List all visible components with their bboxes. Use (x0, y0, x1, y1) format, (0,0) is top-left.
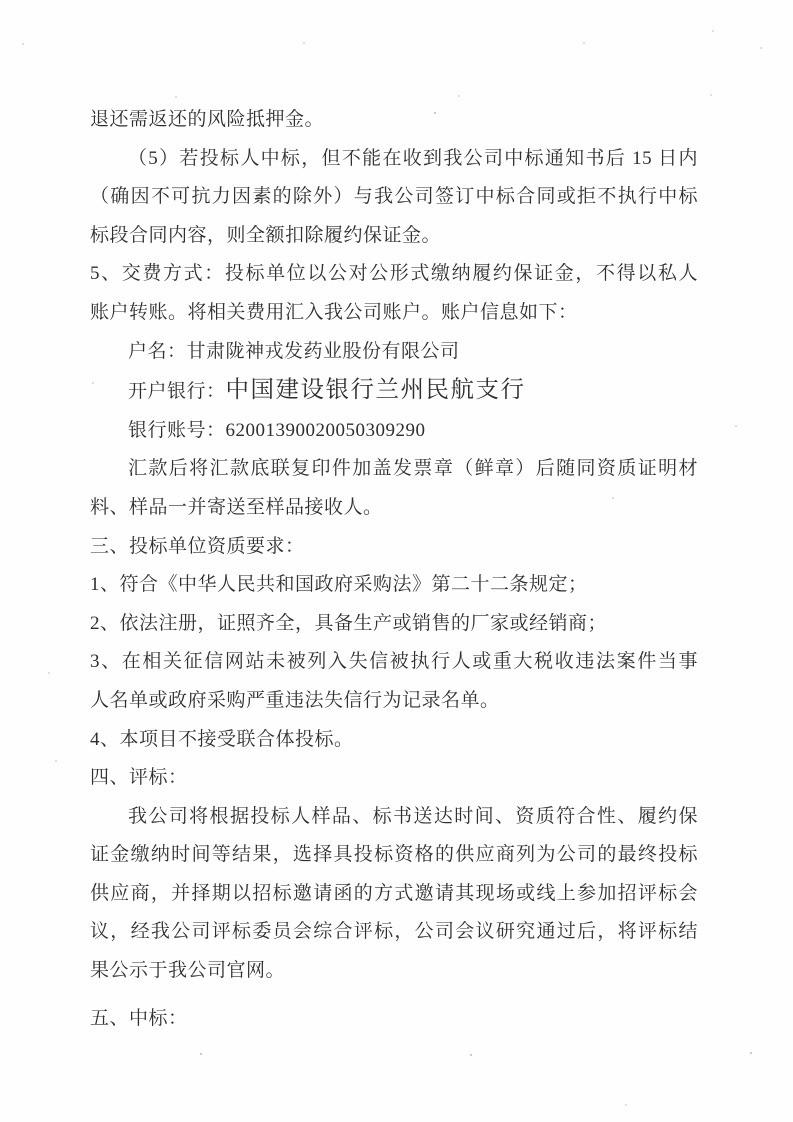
qualification-item-1: 1、符合《中华人民共和国政府采购法》第二十二条规定； (90, 574, 588, 596)
clause-5-winner-line-1: （5）若投标人中标，但不能在收到我公司中标通知书后 15 日内 (128, 147, 698, 169)
section-3-heading: 三、投标单位资质要求： (90, 535, 305, 557)
scan-speck (625, 1104, 627, 1106)
scan-speck (710, 94, 712, 96)
qualification-item-2: 2、依法注册，证照齐全，具备生产或销售的厂家或经销商； (90, 612, 608, 634)
paragraph-risk-deposit-end: 退还需返还的风险抵押金。 (90, 109, 325, 130)
qualification-item-3-line-1: 3、在相关征信网站未被列入失信被执行人或重大税收违法案件当事 (90, 651, 698, 673)
section-5-heading: 五、中标： (90, 1007, 188, 1029)
clause-5-winner-line-2: （确因不可抗力因素的除外）与我公司签订中标合同或拒不执行中标 (90, 186, 698, 208)
evaluation-paragraph-line-2: 证金缴纳时间等结果，选择具投标资格的供应商列为公司的最终投标 (90, 844, 698, 866)
remittance-instruction-line-1: 汇款后将汇款底联复印件加盖发票章（鲜章）后随同资质证明材 (128, 458, 698, 480)
account-number-value: 62001390020050309290 (225, 419, 426, 441)
scan-speck (175, 96, 177, 98)
scan-speck (458, 95, 460, 97)
evaluation-paragraph-line-1: 我公司将根据投标人样品、标书送达时间、资质符合性、履约保 (128, 805, 698, 827)
scan-speck (712, 30, 714, 32)
scan-speck (55, 760, 57, 762)
scan-speck (48, 672, 50, 674)
document-body (90, 101, 698, 1038)
remittance-instruction-line-2: 料、样品一并寄送至样品接收人。 (90, 496, 383, 518)
scan-speck (583, 42, 585, 44)
clause-5-winner-line-3: 标段合同内容，则全额扣除履约保证金。 (90, 224, 442, 246)
evaluation-paragraph-line-4: 议，经我公司评标委员会综合评标，公司会议研究通过后，将评标结 (90, 921, 698, 943)
payment-method-line-2: 账户转账。将相关费用汇入我公司账户。账户信息如下： (90, 301, 578, 323)
scan-speck (470, 1054, 472, 1056)
evaluation-paragraph-line-3: 供应商，并择期以招标邀请函的方式邀请其现场或线上参加招评标会 (90, 882, 698, 904)
account-number-label: 银行账号： (128, 419, 226, 441)
payment-method-line-1: 5、交费方式：投标单位以公对公形式缴纳履约保证金，不得以私人 (90, 263, 698, 285)
account-number-line (90, 412, 698, 451)
scan-speck (735, 425, 737, 427)
qualification-item-3-line-2: 人名单或政府采购严重违法失信行为记录名单。 (90, 689, 500, 711)
scan-speck (22, 43, 24, 45)
scan-speck (200, 1053, 202, 1055)
bank-label: 开户银行： (128, 381, 226, 403)
bank-name-value: 中国建设银行兰州民航支行 (225, 377, 526, 404)
account-name-line: 户名：甘肃陇神戎发药业股份有限公司 (128, 340, 460, 362)
scan-speck (750, 1052, 752, 1054)
qualification-item-4: 4、本项目不接受联合体投标。 (90, 728, 354, 750)
section-4-heading: 四、评标： (90, 767, 188, 789)
bank-line (90, 371, 698, 412)
scan-speck (760, 47, 762, 49)
scan-speck (303, 42, 305, 44)
evaluation-paragraph-line-5: 果公示于我公司官网。 (90, 960, 286, 982)
